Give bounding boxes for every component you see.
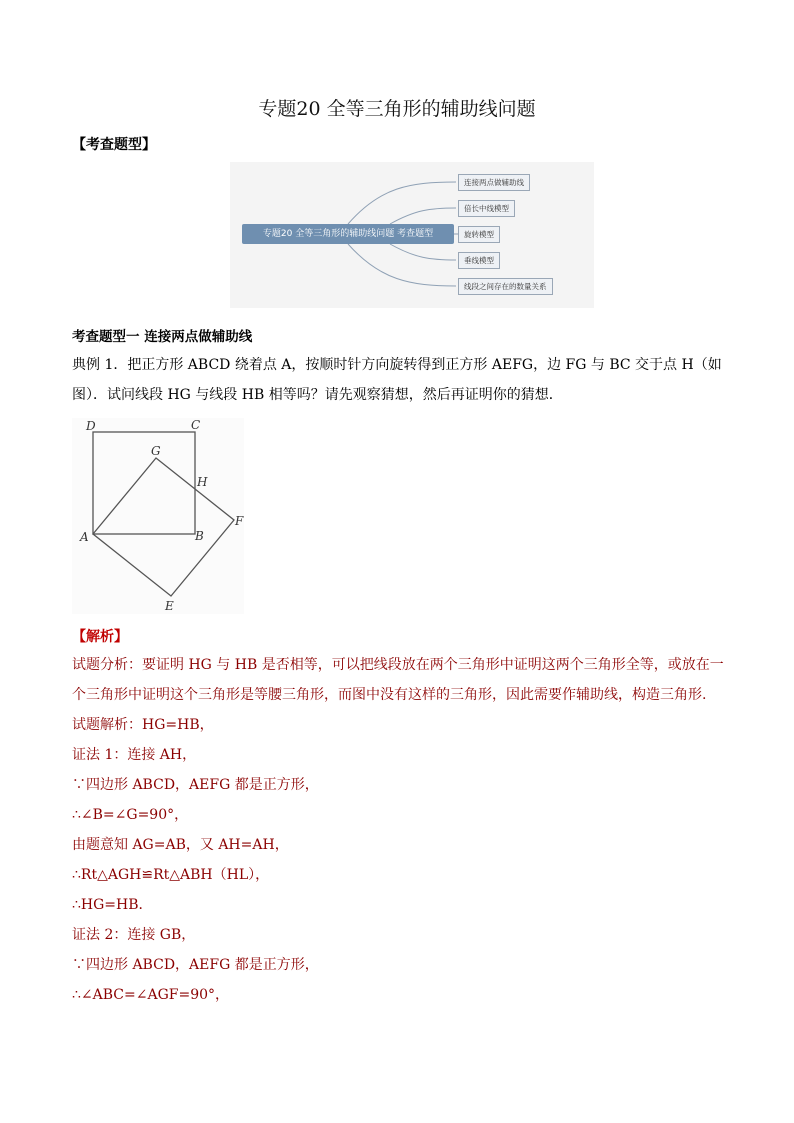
solution-line: 证法 2：连接 GB， [72, 927, 196, 943]
label-c: C [191, 418, 201, 432]
solution-line: 试题分析：要证明 HG 与 HB 是否相等，可以把线段放在两个三角形中证明这两个三角形全等，或放在一 [72, 657, 724, 673]
question-types-heading: 【考查题型】 [72, 137, 156, 153]
solution-line: ∵四边形 ABCD，AEFG 都是正方形， [72, 957, 319, 973]
label-f: F [235, 514, 244, 528]
connector-2 [390, 208, 456, 224]
solution-line: 由题意知 AG=AB，又 AH=AH， [72, 837, 289, 853]
geometry-figure [72, 418, 244, 614]
solution-line: 试题解析：HG=HB， [72, 717, 214, 733]
example-line: 典例 1．把正方形 ABCD 绕着点 A，按顺时针方向旋转得到正方形 AEFG，边 FG 与 BC 交于点 H（如 [72, 357, 722, 373]
connector-4 [390, 244, 456, 260]
section-heading: 考查题型一 连接两点做辅助线 [72, 329, 253, 345]
mindmap-branch: 线段之间存在的数量关系 [458, 278, 553, 295]
mindmap [230, 162, 594, 308]
example-text [72, 350, 732, 410]
solution-line: ∴∠ABC=∠AGF=90°， [72, 987, 230, 1003]
mindmap-branch: 连接两点做辅助线 [458, 174, 530, 191]
page-title: 专题20 全等三角形的辅助线问题 [258, 98, 536, 120]
mindmap-branch: 倍长中线模型 [458, 200, 515, 217]
label-a: A [80, 530, 89, 544]
mindmap-root: 专题20 全等三角形的辅助线问题 考查题型 [242, 224, 454, 244]
solution-line: ∵四边形 ABCD，AEFG 都是正方形， [72, 777, 319, 793]
solution-block [72, 650, 732, 1010]
solution-line: ∴∠B=∠G=90°， [72, 807, 189, 823]
label-b: B [195, 529, 204, 543]
label-h: H [197, 475, 208, 489]
label-g: G [151, 444, 161, 458]
solution-line: ∴HG=HB． [72, 897, 153, 913]
mindmap-branch: 旋转模型 [458, 226, 500, 243]
label-e: E [165, 599, 174, 613]
solution-line: ∴Rt△AGH≌Rt△ABH（HL）， [72, 867, 270, 883]
mindmap-branch: 垂线模型 [458, 252, 500, 269]
solution-line: 证法 1：连接 AH， [72, 747, 197, 763]
label-d: D [86, 419, 96, 433]
analysis-heading: 【解析】 [72, 629, 128, 645]
example-line: 图）．试问线段 HG 与线段 HB 相等吗？请先观察猜想，然后再证明你的猜想． [72, 387, 563, 403]
solution-line: 个三角形中证明这个三角形是等腰三角形，而图中没有这样的三角形，因此需要作辅助线，构造三角形. [72, 687, 707, 703]
